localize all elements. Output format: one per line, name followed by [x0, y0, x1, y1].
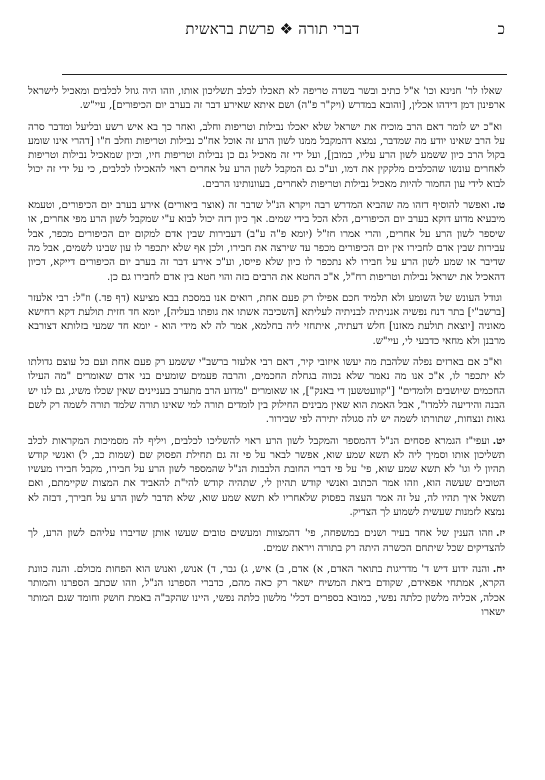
paragraph	[28, 526, 505, 556]
paragraph-text: שאלו לר' חנינא וכו' א"ל כתיב ובשר בשדה טריפה לא תאכלו לכלב תשליכון אותו, וזהו היה גוזל לכלבים ומאכיל לישראל ארפינון דמן דידהו אכלין, [והובא במדרש (ויק"ר פ"ה) ושם איתא שאירע דבר זה בערב יום הכיפורים], עיי"ש.	[28, 86, 505, 112]
paragraph	[28, 198, 505, 285]
paragraph-text: וזהו הענין של אחד בעיר ושנים במשפחה, פי' דהמצוות ומעשים טובים שעשו אותן שדיברו עליהם לשון הרע, לך להצדיקים שכל שיתחם הכשרה היתה רק בתורה ויראת שמים.	[28, 528, 505, 554]
paragraph-text: ועפי"ז הגמרא פסחים הנ"ל דהמספר והמקבל לשון הרע ראוי להשליכו לכלבים, ויליף לה מסמיכות המקראות לכלב תשליכון אותו וסמיך ליה לא תשא שמע שוא, אפשר לבאר על פי זה גם תחילת הפסוק שם (שמות כב, ל) ואנשי קודש תהיון לי וגו' לא תשא שמע שוא, פי' על פי דברי החובת הלבבות הנ"ל שהמספר לשון הרע על חבירו, מקבל חבירו מעשיו הטובים שעשה הוא, וזהו אמר הכתוב ואנשי קודש תהיון לי, שתהיה קודש להי"ת להאביד את המצות שקיימתם, ואם תשאל איך תהיו לה, על זה אמר העצה בפסוק שלאחריו לא תשא שמע שוא, שלא תדבר לשון הרע על חבירך, דבזה לא נמצא לזמנות שעשית לשמוע לך הצדיק.	[28, 435, 505, 519]
paragraph-number: יח.	[492, 562, 505, 575]
paragraph	[28, 355, 505, 427]
paragraph	[28, 120, 505, 192]
paragraph-number: יט.	[492, 434, 505, 447]
paragraph	[28, 562, 505, 620]
paragraph-text: וא"כ אם בארזים נפלה שלהבת מה יעשו איזובי קיר, דאם רבי אלעזר ברשב"י ששמע רק פעם אחת ועם כל עוצם גדולתו לא יתכפר לו, א"כ אנו מה נאמר שלא נכווה בגחלת החכמים, והרבה פעמים שומעים בני אדם שאומרים "מה העילו החכמים שיושבים ולומדים" ["קוועטשען די באנק"], או שאומרים "מדוע הרב מתערב בעניינים שאין שכלו משיג, גם לנו יש הבנה והידיעה ללמדו", אבל האמת הוא שאין מבינים החילוק בין לומדים תורה למי שאינו תורה שלמד תורה לשמה רק לשם גאות ונצחות, שתורתו לשמה יש לה סגולה יתירה לפי שבירור.	[28, 357, 505, 426]
paragraph-text: ואפשר להוסיף דזהו מה שהביא המדרש רבה ויקרא הנ"ל שדבר זה (אוצר ביאורים) אירע בערב יום הכיפורים, וטעמא מיבעיא מדוע דוקא בערב יום הכיפורים, הלא הכל בידי שמים. אך כיון דזה יכול לבוא ע"י שמקבל לשון הרע מפי אחרים, או שיספר לשון הרע על אחרים, והרי אמרו חז"ל (יומא פ"ה ע"ב) דעבירות שבין אדם למקום יום הכיפורים מכפר, אבל עבירות שבין אדם לחבירו אין יום הכיפורים מכפר עד שירצה את חבירו, ולכן אף שלא יתכפר לו עון שבינו לשמים, אבל מה שדיבר או שמע לשון הרע על חבירו לא נתכפר לו כיון שלא פייסו, וע"כ אירע דבר זה בערב יום הכיפורים דייקא, דכיון דהאכיל את ישראל נבילות וטריפות רח"ל, א"כ החטא את הרבים בזה והוי חטא בין אדם לחבירו גם כן.	[27, 200, 505, 283]
paragraph-text: והנה ידוע דיש ד' מדריגות בתואר האדם, א) אדם, ב) איש, ג) גבר, ד) אנוש, ואנוש הוא הפחות מכולם. והנה כוונת הקרא, אמתחי אפאידם, שקודם ביאת המשיח ישאר רק כאה מהם, כדברי הספרנו הנ"ל, וזהו שכתב הספרנו והמותר אכלה, אכליה מלשון כלתה נפשי, כמובא בספרים דכלי' מלשון כלתה נפשי, היינו שהקב"ה באמת חושק וחומד שגם המותר ישארו	[28, 563, 505, 618]
running-title: דברי תורה ❖ פרשת בראשית	[185, 20, 360, 38]
paragraph-number: יז.	[495, 527, 505, 540]
header-rule	[62, 74, 507, 75]
paragraph-text: וא"כ יש לומר דאם הרב מוכיח את ישראל שלא יאכלו נבילות וטריפות וחלב, ואחר כך בא איש רשע ובליעל ומדבר סרה על הרב שאינו יודע מה שמדבר, נמצא דהמקבל ממנו לשון הרע זה אוכל אח"כ נבילות וטריפות וחלב ח"ו [דהרי אינו שומע בקול הרב כיון ששמע לשון הרע עליו, כמובן], ועל ידי זה מאכיל גם כן נבילות וטריפות חיו, וכיון שמאכיל נבילות וטריפות לאחרים עונשו שהכלבים מלקקין את דמו, וע"כ גם המקבל לשון הרע על אחרים ראוי להאכילו לכלבים, כי על ידי זה יכול לבוא לידי עון החמור להיות מאכיל נבילות וטריפות לאחרים, בעוונותינו הרבים.	[28, 121, 505, 190]
page-number: כ	[497, 20, 505, 38]
page-header	[48, 20, 505, 44]
paragraph-number: טז.	[492, 199, 505, 212]
body-text	[28, 84, 505, 626]
paragraph	[28, 84, 505, 114]
paragraph-text: וגודל העונש של השומע ולא תלמיד חכם אפילו רק פעם אחת, רואים אנו במסכת בבא מציעא (דף פד.) וז"ל: רבי אלעזר [ברשב"י] בתר דנח נפשיה אגניתיה לבניתיה לעליתא [השכיבה אשתו את גופתו בעליה], יומא חד חזית תולעת דקא רחישא מאוניה [יוצאת תולעת מאזנו] חלש דעתיה, איתחזי ליה בחלמא, אמר לה לא מידי הוא - יומא חד שמעי בזלותא דצורבא מרבנן ולא מחאי כדבעי לי, עיי"ש.	[28, 292, 505, 347]
paragraph	[28, 434, 505, 521]
paragraph	[28, 291, 505, 349]
